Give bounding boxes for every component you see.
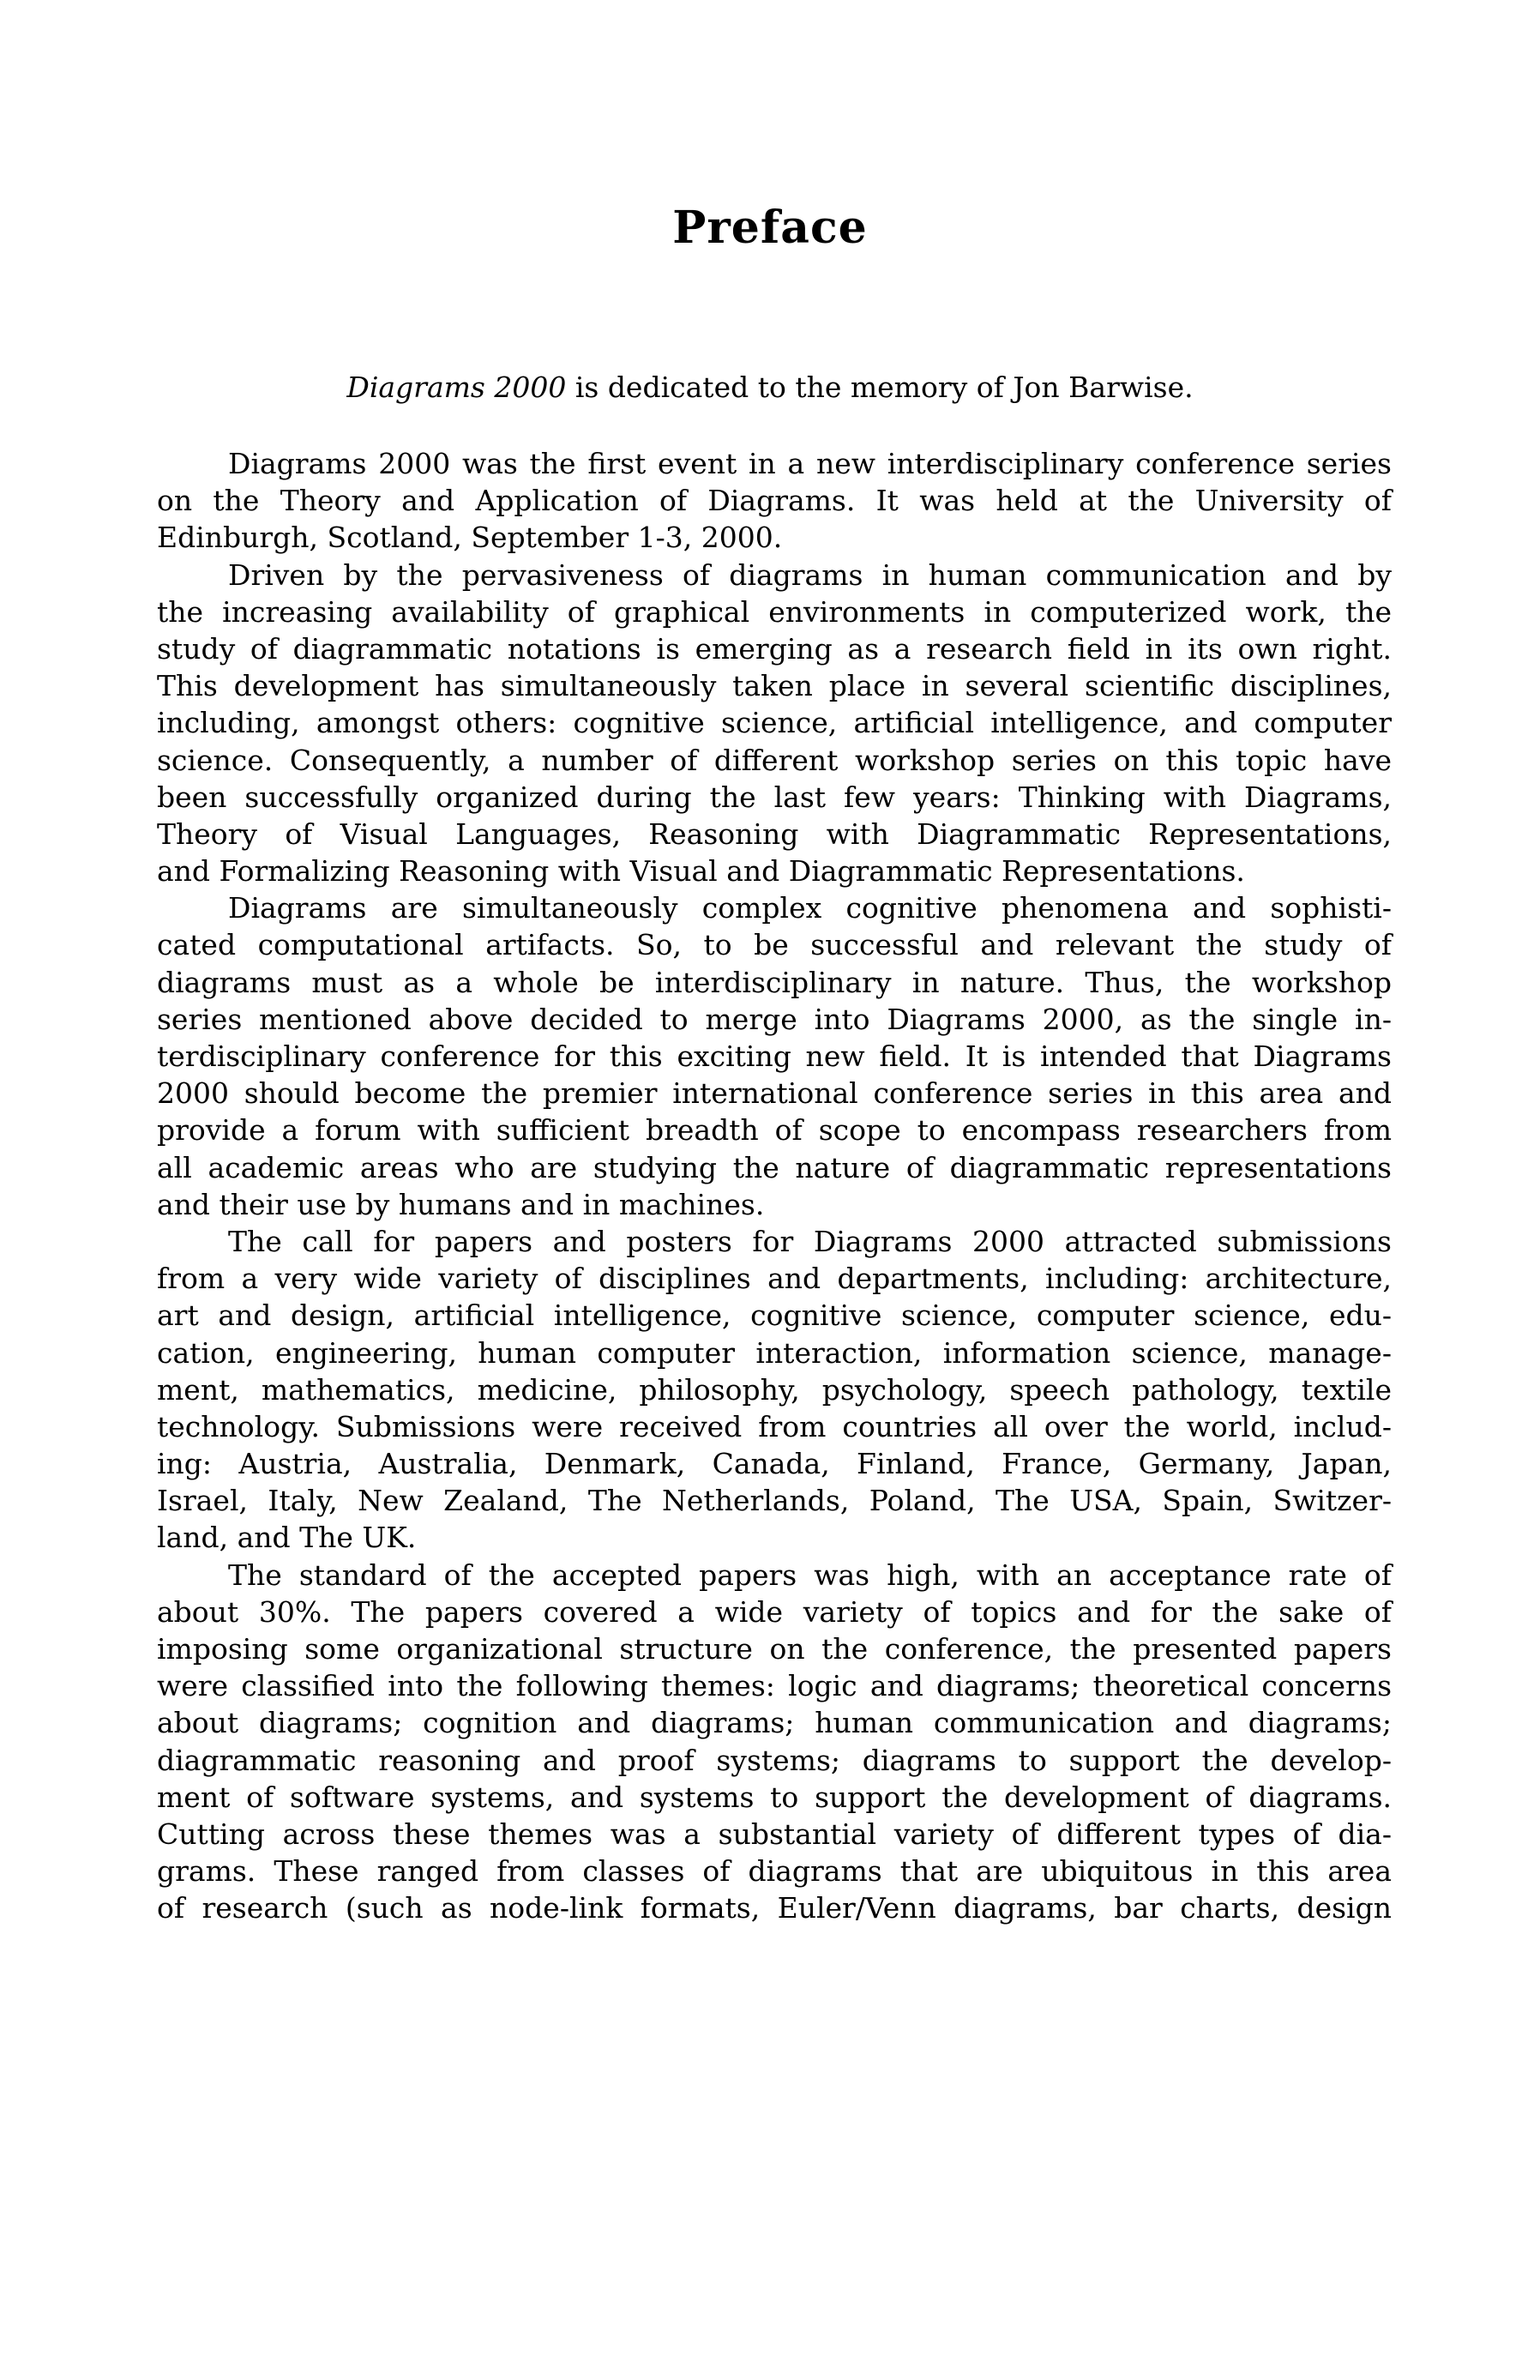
text-line: ment, mathematics, medicine, philosophy, psychology, speech pathology, textile <box>157 1372 1392 1407</box>
dedication-text: is dedicated to the memory of Jon Barwise. <box>566 371 1194 404</box>
text-line: were classified into the following themes: logic and diagrams; theoretical concerns <box>157 1669 1392 1703</box>
text-line: land, and The UK. <box>157 1521 417 1555</box>
text-line: on the Theory and Application of Diagrams. It was held at the University of <box>157 484 1392 518</box>
text-line: Israel, Italy, New Zealand, The Netherlands, Poland, The USA, Spain, Switzer- <box>157 1484 1392 1518</box>
text-line: The call for papers and posters for Diagrams 2000 attracted submissions <box>228 1224 1392 1258</box>
text-line: been successfully organized during the last few years: Thinking with Diagrams, <box>157 780 1392 814</box>
text-line: ing: Austria, Australia, Denmark, Canada, Finland, France, Germany, Japan, <box>157 1447 1392 1481</box>
text-line: terdisciplinary conference for this exciting new field. It is intended that Diagrams <box>157 1039 1392 1073</box>
text-line: cated computational artifacts. So, to be successful and relevant the study of <box>157 928 1392 962</box>
text-line: all academic areas who are studying the nature of diagrammatic representations <box>157 1150 1392 1184</box>
paragraph-interdisciplinary <box>157 889 1392 1223</box>
text-line: Driven by the pervasiveness of diagrams in human communication and by <box>228 557 1392 592</box>
text-line: diagrams must as a whole be interdisciplinary in nature. Thus, the workshop <box>157 965 1392 999</box>
dedication <box>0 369 1540 406</box>
text-line: The standard of the accepted papers was high, with an acceptance rate of <box>228 1558 1392 1592</box>
paragraph-submissions <box>157 1223 1392 1557</box>
dedication-conference-name: Diagrams 2000 <box>346 371 567 404</box>
text-line: 2000 should become the premier international conference series in this area and <box>157 1076 1392 1111</box>
text-line: provide a forum with sufficient breadth of scope to encompass researchers from <box>157 1113 1392 1148</box>
text-line: series mentioned above decided to merge into Diagrams 2000, as the single in- <box>157 1002 1392 1036</box>
text-line: technology. Submissions were received from countries all over the world, includ- <box>157 1409 1392 1443</box>
text-line: Edinburgh, Scotland, September 1-3, 2000. <box>157 521 783 555</box>
text-line: science. Consequently, a number of different workshop series on this topic have <box>157 743 1392 777</box>
text-line: including, amongst others: cognitive science, artificial intelligence, and computer <box>157 706 1392 740</box>
text-line: ment of software systems, and systems to support the development of diagrams. <box>157 1780 1392 1814</box>
text-line: Diagrams are simultaneously complex cognitive phenomena and sophisti- <box>228 891 1392 925</box>
paragraph-conference-intro <box>157 445 1392 557</box>
text-line: from a very wide variety of disciplines and departments, including: architecture, <box>157 1262 1392 1296</box>
text-line: diagrammatic reasoning and proof systems; diagrams to support the develop- <box>157 1743 1392 1777</box>
text-line: imposing some organizational structure on the conference, the presented papers <box>157 1632 1392 1666</box>
preface-body <box>157 445 1392 1927</box>
text-line: Cutting across these themes was a substantial variety of different types of dia- <box>157 1817 1392 1851</box>
text-line: about diagrams; cognition and diagrams; human communication and diagrams; <box>157 1706 1392 1740</box>
text-line: study of diagrammatic notations is emerging as a research field in its own right. <box>157 631 1392 666</box>
text-line: Theory of Visual Languages, Reasoning with Diagrammatic Representations, <box>157 816 1392 851</box>
text-line: of research (such as node-link formats, Euler/Venn diagrams, bar charts, design <box>157 1891 1392 1925</box>
page-title: Preface <box>672 201 868 254</box>
paragraph-accepted-papers <box>157 1557 1392 1927</box>
text-line: the increasing availability of graphical environments in computerized work, the <box>157 594 1392 629</box>
text-line: art and design, artificial intelligence, cognitive science, computer science, edu- <box>157 1298 1392 1333</box>
text-line: and their use by humans and in machines. <box>157 1187 765 1221</box>
text-line: cation, engineering, human computer interaction, information science, manage- <box>157 1335 1392 1370</box>
text-line: This development has simultaneously taken place in several scientific disciplines, <box>157 669 1392 703</box>
text-line: and Formalizing Reasoning with Visual and Diagrammatic Representations. <box>157 854 1245 889</box>
text-line: grams. These ranged from classes of diagrams that are ubiquitous in this area <box>157 1854 1392 1889</box>
paragraph-motivation <box>157 557 1392 890</box>
text-line: about 30%. The papers covered a wide variety of topics and for the sake of <box>157 1594 1392 1629</box>
text-line: Diagrams 2000 was the first event in a new interdisciplinary conference series <box>228 447 1392 480</box>
